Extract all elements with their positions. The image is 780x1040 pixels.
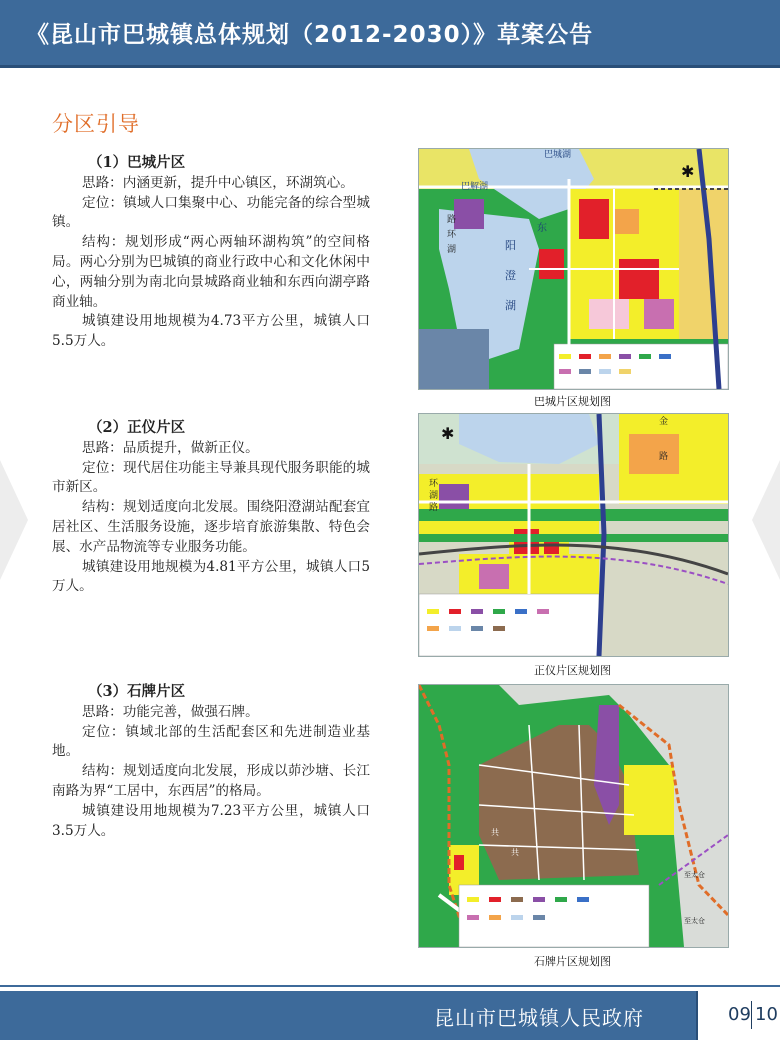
page-header xyxy=(0,0,780,68)
district-paragraph: 结构：规划适度向北发展，形成以茆沙塘、长江南路为界“工居中，东西居”的格局。 xyxy=(52,763,370,799)
page-separator xyxy=(751,1001,752,1029)
map-label: 路 xyxy=(447,215,457,225)
map-label: 澄 xyxy=(505,269,516,282)
map-label: 共 xyxy=(491,828,499,837)
map-label: 路 xyxy=(429,503,439,513)
map-label: 湖 xyxy=(505,299,516,312)
district-zhengyi-text xyxy=(52,418,370,597)
footer-organization: 昆山市巴城镇人民政府 xyxy=(434,1006,644,1030)
district-paragraph: 定位：镇域人口集聚中心、功能完备的综合型城镇。 xyxy=(52,194,370,231)
map-label: 金 xyxy=(659,417,669,427)
district-paragraph: 城镇建设用地规模为7.23平方公里，城镇人口3.5万人。 xyxy=(52,802,370,839)
map-caption: 石牌片区规划图 xyxy=(534,955,611,968)
map-label: 湖 xyxy=(429,491,439,501)
district-paragraph: 结构：规划形成“两心两轴环湖构筑”的空间格局。两心分别为巴城镇的商业行政中心和文化休闲中心，两轴分别为南北向景城路商业轴和东西向湖亭路商业轴。 xyxy=(52,234,370,310)
section-title: 分区引导 xyxy=(52,112,140,136)
page-total: 10 xyxy=(755,1004,778,1025)
map-label: 共 xyxy=(511,848,519,857)
map-label: 巴解湖 xyxy=(461,182,489,192)
page-number-box xyxy=(696,991,780,1040)
map-label: 至太仓 xyxy=(684,871,705,879)
district-paragraph: 思路：品质提升，做新正仪。 xyxy=(82,439,259,456)
district-heading: （1）巴城片区 xyxy=(88,154,186,171)
district-heading: （3）石牌片区 xyxy=(88,683,186,700)
map-label: 湖 xyxy=(447,245,457,255)
page-title: 《昆山市巴城镇总体规划（2012-2030）》草案公告 xyxy=(26,22,594,48)
north-arrow-icon: ✱ xyxy=(441,424,455,443)
map-caption: 巴城片区规划图 xyxy=(534,395,611,408)
shipai-map-graphic xyxy=(419,685,728,947)
map-label: 东 xyxy=(537,223,547,234)
page-footer xyxy=(0,991,780,1040)
north-arrow-icon: ✱ xyxy=(681,162,695,181)
district-paragraph: 城镇建设用地规模为4.73平方公里，城镇人口5.5万人。 xyxy=(52,313,370,350)
map-label: 阳 xyxy=(505,239,516,252)
map-caption: 正仪片区规划图 xyxy=(534,664,611,677)
district-paragraph: 思路：功能完善，做强石牌。 xyxy=(82,703,259,720)
district-heading: （2）正仪片区 xyxy=(88,419,186,436)
bacheng-plan-map xyxy=(418,148,729,390)
district-paragraph: 定位：现代居住功能主导兼具现代服务职能的城市新区。 xyxy=(52,459,370,496)
map-label: 路 xyxy=(659,452,669,462)
district-shipai-text xyxy=(52,682,370,841)
page-number: 09 xyxy=(728,1004,751,1025)
zhengyi-plan-map xyxy=(418,413,729,657)
map-label: 至太仓 xyxy=(684,917,705,925)
shipai-plan-map xyxy=(418,684,729,948)
district-paragraph: 定位：镇域北部的生活配套区和先进制造业基地。 xyxy=(52,723,370,760)
district-paragraph: 思路：内涵更新，提升中心镇区，环湖筑心。 xyxy=(82,174,354,191)
district-paragraph: 城镇建设用地规模为4.81平方公里，城镇人口5万人。 xyxy=(52,558,370,595)
footer-divider xyxy=(0,985,780,987)
district-bacheng-text xyxy=(52,153,370,352)
zhengyi-map-graphic xyxy=(419,414,728,656)
map-label: 巴城湖 xyxy=(544,150,572,160)
map-label: 环 xyxy=(429,479,439,489)
district-paragraph: 结构：规划适度向北发展。围绕阳澄湖站配套宜居社区、生活服务设施，逐步培育旅游集散、特色会展、水产品物流等专业服务功能。 xyxy=(52,499,370,555)
bacheng-map-graphic xyxy=(419,149,728,389)
map-label: 环 xyxy=(447,230,457,240)
